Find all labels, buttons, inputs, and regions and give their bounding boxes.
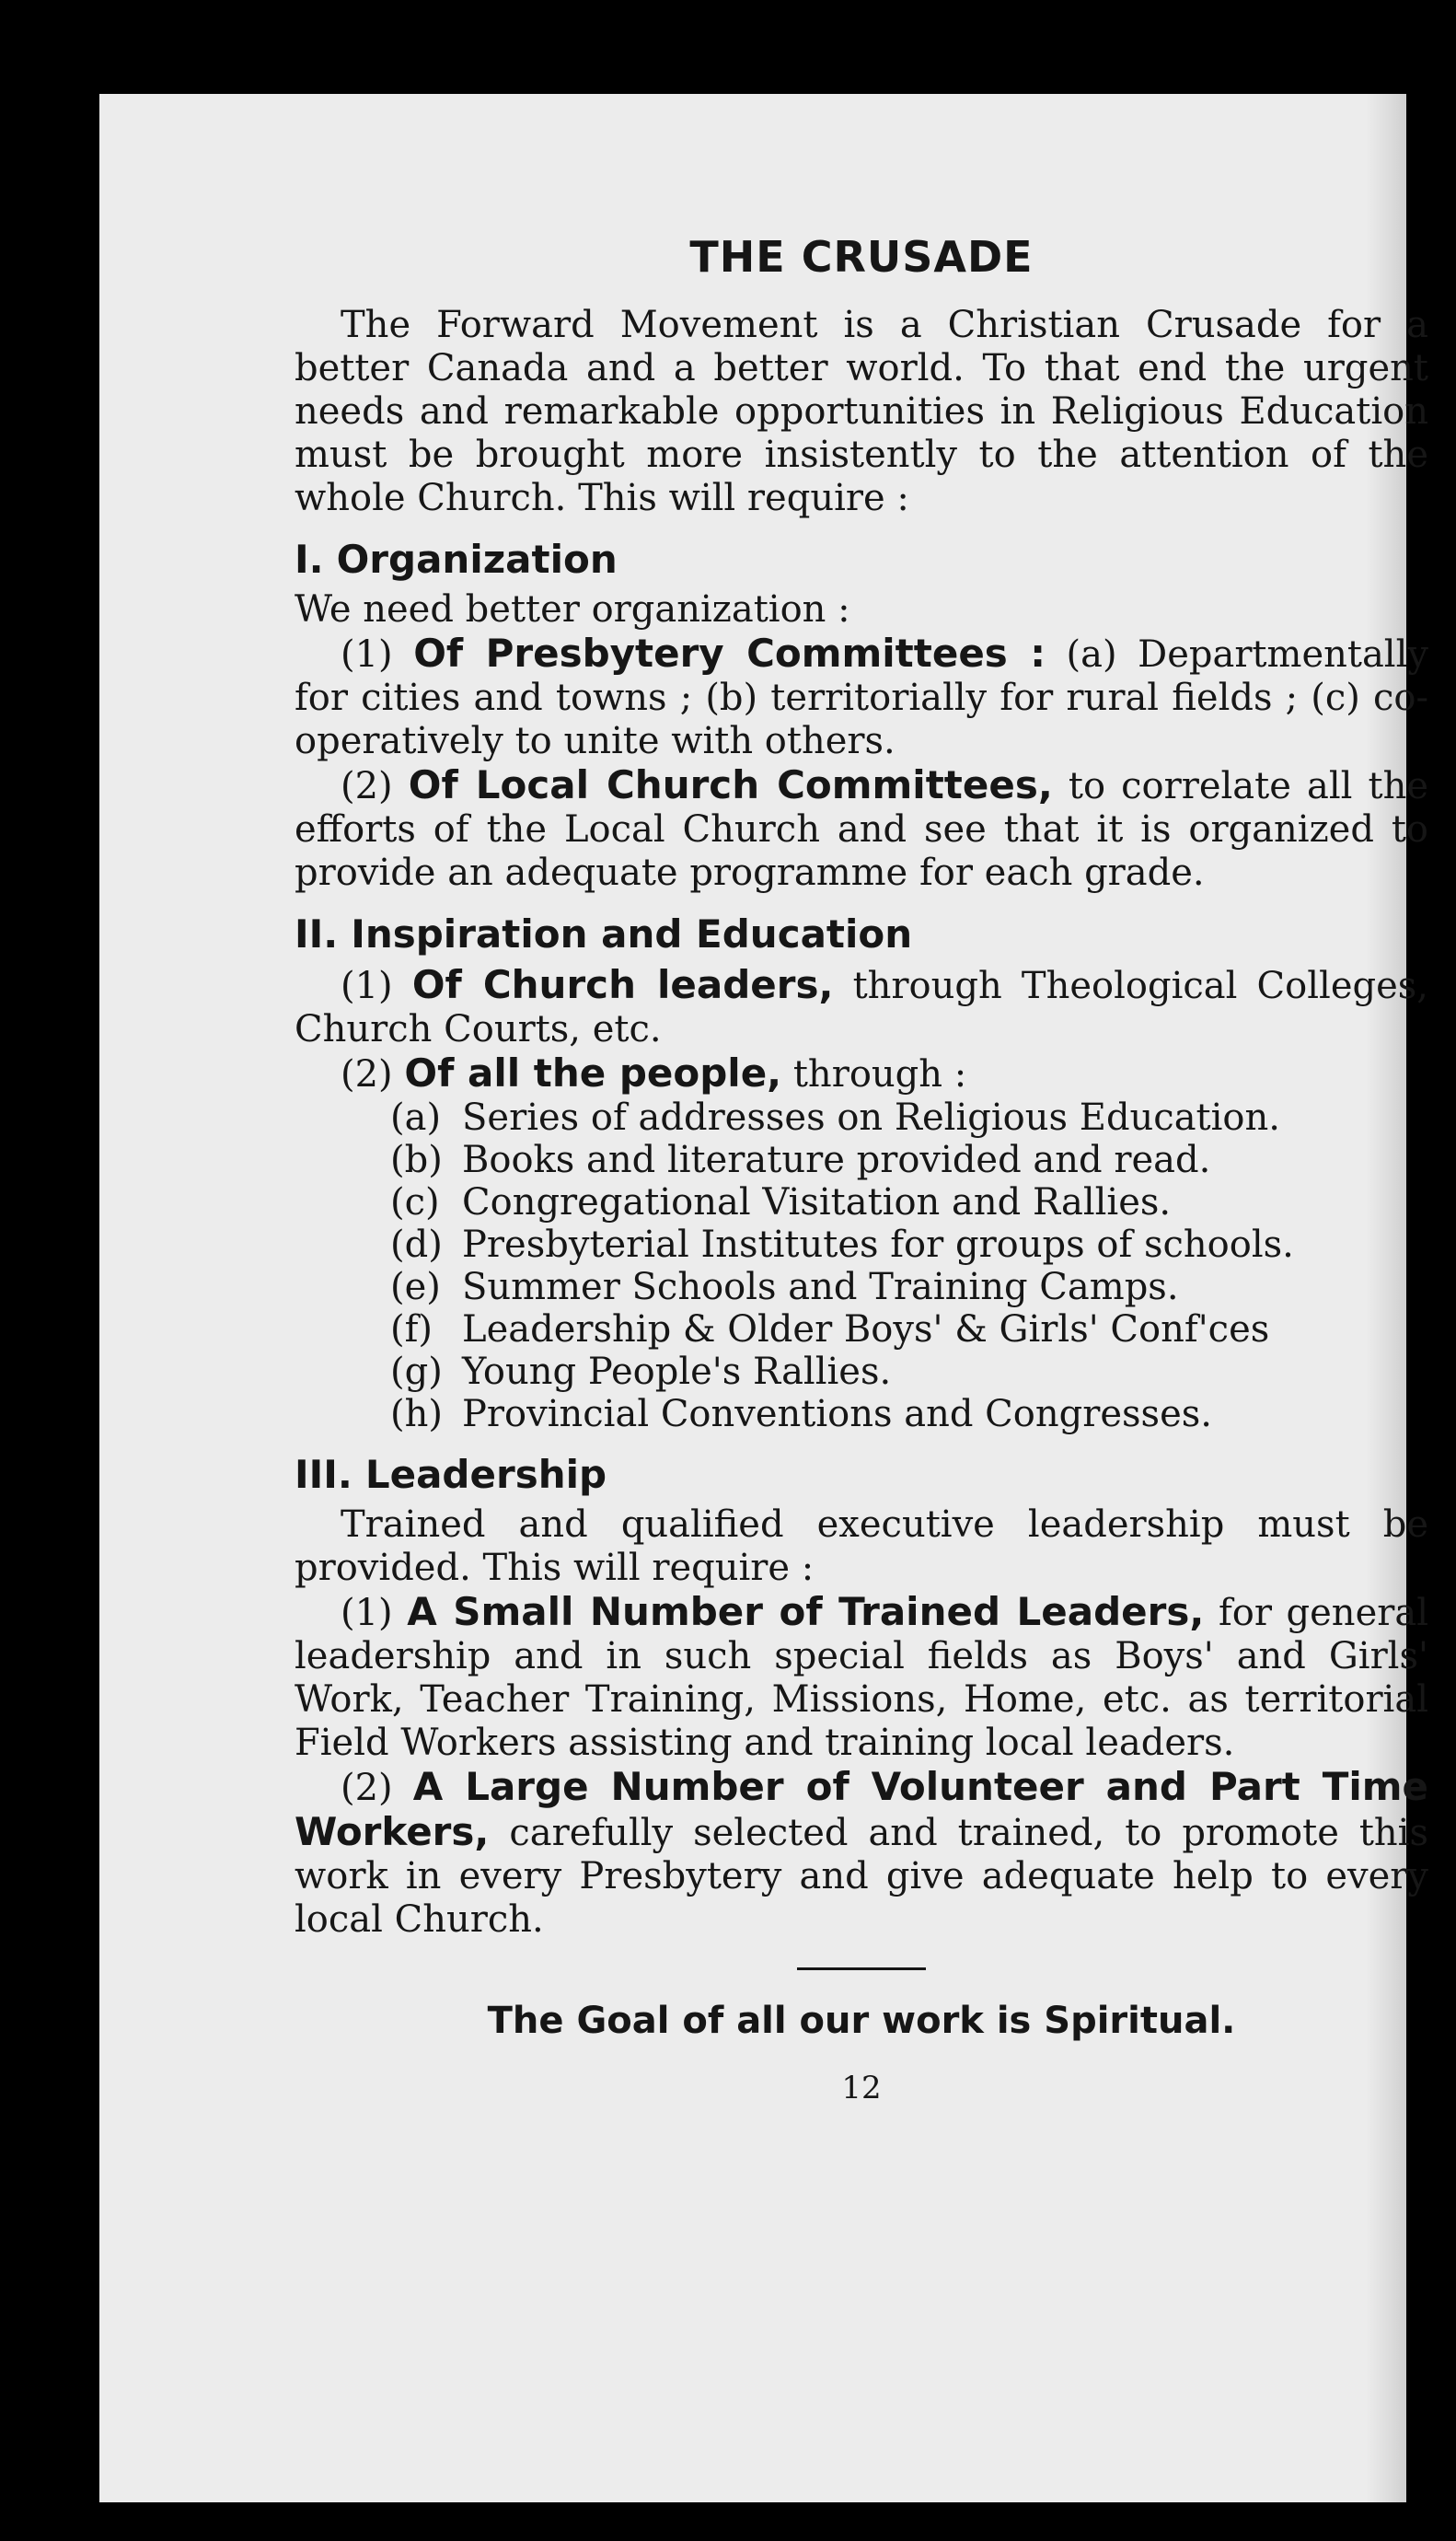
list-item: [390, 1096, 1428, 1139]
section-2-number: II.: [295, 911, 339, 957]
section-2-item-2-bold: Of all the people,: [404, 1050, 782, 1096]
list-item-letter: (e): [390, 1266, 441, 1308]
section-3-heading: [295, 1452, 1428, 1498]
list-item-letter: (d): [390, 1224, 443, 1266]
section-2-item-1: [295, 963, 1428, 1051]
section-2-heading: [295, 911, 1428, 957]
list-item: [390, 1224, 1428, 1266]
section-2-item-2-text: through :: [792, 1053, 967, 1096]
section-1-item-1-bold: Of Presbytery Committees :: [413, 631, 1046, 676]
book-page: [99, 94, 1429, 2502]
section-3-item-2-bold: A Large Number of Volunteer and Part Time Workers,: [295, 1764, 1428, 1854]
list-item: [390, 1308, 1428, 1351]
section-3-title: Leadership: [364, 1452, 607, 1497]
section-3-item-1-bold: A Small Number of Trained Leaders,: [407, 1589, 1205, 1634]
section-1-item-2: [295, 763, 1428, 895]
page-number: 12: [841, 2070, 882, 2106]
list-item-letter: (a): [390, 1096, 442, 1139]
list-item: [390, 1181, 1428, 1224]
section-1-heading: [295, 537, 1428, 583]
section-1-lead: We need better organization :: [295, 588, 850, 631]
list-item-text: Books and literature provided and read.: [462, 1139, 1211, 1181]
section-3-lead: Trained and qualified executive leadership must be provided. This will require :: [295, 1503, 1428, 1589]
section-2-item-2-num: (2): [341, 1053, 393, 1096]
section-1-item-2-bold: Of Local Church Committees,: [408, 762, 1053, 807]
section-3-item-1-num: (1): [341, 1592, 393, 1634]
list-item-letter: (f): [390, 1308, 433, 1351]
list-item-text: Congregational Visitation and Rallies.: [462, 1181, 1172, 1224]
text-column: [295, 232, 1428, 2106]
list-item-text: Summer Schools and Training Camps.: [462, 1266, 1179, 1308]
list-item-text: Leadership & Older Boys' & Girls' Conf'ces: [462, 1308, 1270, 1351]
section-1-number: I.: [295, 537, 324, 582]
list-item: [390, 1351, 1428, 1393]
list-item-letter: (h): [390, 1393, 443, 1435]
section-3-item-2-text: carefully selected and trained, to promote this work in every Presbytery and give adequate help to every local Church.: [295, 1812, 1428, 1941]
intro-paragraph: The Forward Movement is a Christian Crusade for a better Canada and a better world. To that end the urgent needs and remarkable opportunities in Religious Education must be brought more insistently to the attention of the whole Church. This will require :: [295, 304, 1428, 519]
section-1-item-1-text: (a) Departmentally for cities and towns ; (b) territorially for rural fields ; (c) co-operatively to unite with others.: [295, 633, 1428, 762]
section-1-item-2-text: to correlate all the efforts of the Local Church and see that it is organized to provide an adequate programme for each grade.: [295, 765, 1429, 894]
list-item: [390, 1266, 1428, 1308]
section-3-item-1: [295, 1590, 1428, 1765]
goal-statement: The Goal of all our work is Spiritual.: [487, 2000, 1236, 2042]
list-item-letter: (c): [390, 1181, 440, 1224]
section-1-item-1: [295, 632, 1428, 763]
section-3-item-2: [295, 1765, 1428, 1942]
section-3-item-1-text: for general leadership and in such special fields as Boys' and Girls' Work, Teacher Training, Missions, Home, etc. as territorial Field Workers assisting and training local leaders.: [295, 1592, 1429, 1764]
section-1-item-1-num: (1): [341, 633, 393, 676]
list-item-text: Provincial Conventions and Congresses.: [462, 1393, 1212, 1435]
section-1-title: Organization: [336, 537, 618, 582]
list-item-text: Young People's Rallies.: [462, 1351, 892, 1393]
list-item: [390, 1393, 1428, 1435]
divider-rule: [797, 1967, 926, 1970]
list-item-text: Series of addresses on Religious Education.: [462, 1096, 1280, 1139]
section-2-item-1-text: through Theological Colleges, Church Courts, etc.: [295, 965, 1429, 1050]
section-2-item-2: [295, 1051, 1428, 1096]
section-2-item-1-bold: Of Church leaders,: [411, 962, 834, 1007]
section-2-sublist: [295, 1096, 1428, 1435]
list-item-letter: (b): [390, 1139, 443, 1181]
section-2-title: Inspiration and Education: [351, 911, 913, 957]
list-item: [390, 1139, 1428, 1181]
section-3-item-2-num: (2): [341, 1767, 393, 1809]
section-1-item-2-num: (2): [341, 765, 393, 807]
list-item-text: Presbyterial Institutes for groups of schools.: [462, 1224, 1294, 1266]
list-item-letter: (g): [390, 1351, 443, 1393]
page-title: THE CRUSADE: [689, 232, 1034, 282]
section-2-item-1-num: (1): [341, 965, 393, 1007]
section-3-number: III.: [295, 1452, 352, 1497]
